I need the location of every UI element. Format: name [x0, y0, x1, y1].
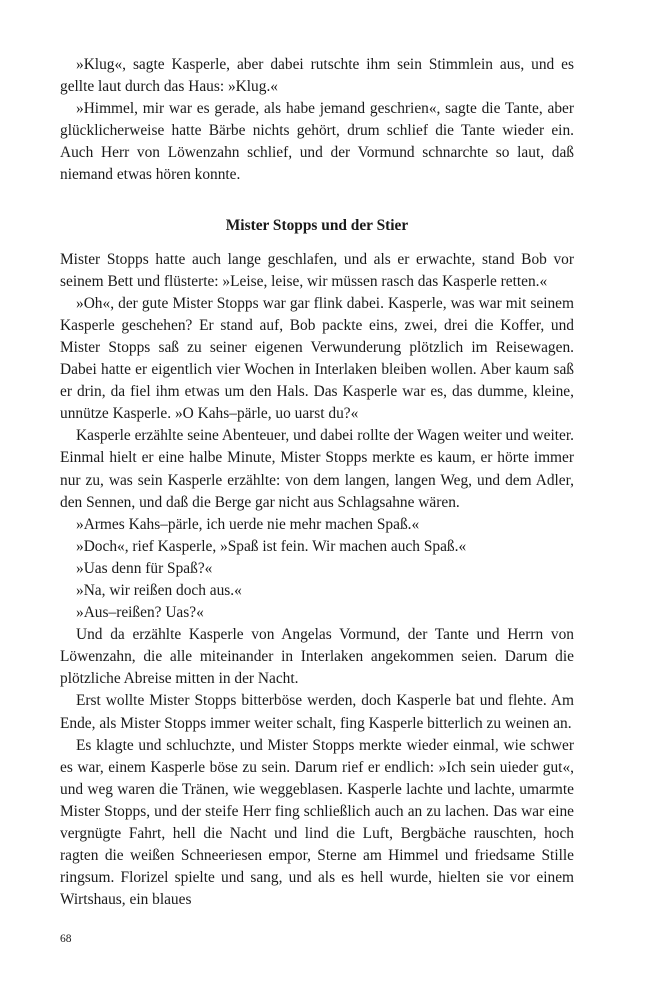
dialogue-line: »Uas denn für Spaß?« — [76, 559, 213, 577]
paragraph: »Himmel, mir war es gerade, als habe jemand geschrien«, sagte die Tante, aber glücklicherweise hatte Bärbe nichts gehört, drum schlief die Tante wieder ein. Auch Herr von Löwenzahn schlief, und der Vormund schnarchte so laut, daß niemand etwas hören konnte. — [60, 100, 574, 184]
paragraph: »Klug«, sagte Kasperle, aber dabei rutschte ihm sein Stimmlein aus, und es gellte laut durch das Haus: »Klug.« — [60, 56, 574, 96]
paragraph: »Oh«, der gute Mister Stopps war gar flink dabei. Kasperle, was war mit seinem Kasperle geschehen? Er stand auf, Bob packte eins, zwei, drei die Koffer, und Mister Stopps saß zu seiner eigenen Verwunderung plötzlich im Reisewagen. Dabei hatte er eigentlich vier Wochen in Interlaken bleiben wollen. Aber kaum saß er drin, da fiel ihm etwas um den Hals. Das Kasperle war es, das dumme, kleine, unnütze Kasperle. »O Kahs–pärle, uo uarst du?« — [60, 294, 574, 423]
chapter-title: Mister Stopps und der Stier — [225, 216, 409, 234]
page-number: 68 — [60, 933, 72, 945]
paragraph: Und da erzählte Kasperle von Angelas Vormund, der Tante und Herrn von Löwenzahn, die alle miteinander in Interlaken angekommen seien. Darum die plötzliche Abreise mitten in der Nacht. — [60, 626, 574, 688]
dialogue-line: »Aus–reißen? Uas?« — [76, 604, 204, 622]
dialogue-line: »Armes Kahs–pärle, ich uerde nie mehr machen Spaß.« — [76, 515, 420, 533]
paragraph: Mister Stopps hatte auch lange geschlafen, und als er erwachte, stand Bob vor seinem Bett und flüsterte: »Leise, leise, wir müssen rasch das Kasperle retten.« — [60, 250, 574, 290]
paragraph: Es klagte und schluchzte, und Mister Stopps merkte wieder einmal, wie schwer es war, einem Kasperle böse zu sein. Darum rief er endlich: »Ich sein uieder gut«, und weg waren die Tränen, wie weggeblasen. Kasperle lachte und lachte, umarmte Mister Stopps, und der steife Herr fing schließlich auch an zu lachen. Das war eine vergnügte Fahrt, hell die Nacht und lind die Luft, Bergbäche rauschten, hoch ragten die weißen Schneeriesen empor, Sterne am Himmel und friedsame Stille ringsum. Florizel spielte und sang, und als es hell wurde, hielten sie vor einem Wirtshaus, ein blaues — [60, 736, 574, 909]
dialogue-line: »Doch«, rief Kasperle, »Spaß ist fein. Wir machen auch Spaß.« — [76, 537, 467, 555]
paragraph: Kasperle erzählte seine Abenteuer, und dabei rollte der Wagen weiter und weiter. Einmal hielt er eine halbe Minute, Mister Stopps merkte es kaum, er hörte immer nur zu, was sein Kasperle erzählte: von dem langen, langen Weg, und dem Adler, den Sennen, und daß die Berge gar nicht aus Schlagsahne wären. — [60, 427, 574, 511]
dialogue-line: »Na, wir reißen doch aus.« — [76, 581, 242, 599]
paragraph: Erst wollte Mister Stopps bitterböse werden, doch Kasperle bat und flehte. Am Ende, als Mister Stopps immer weiter schalt, fing Kasperle bitterlich zu weinen an. — [60, 692, 574, 732]
book-page-text — [60, 54, 574, 911]
